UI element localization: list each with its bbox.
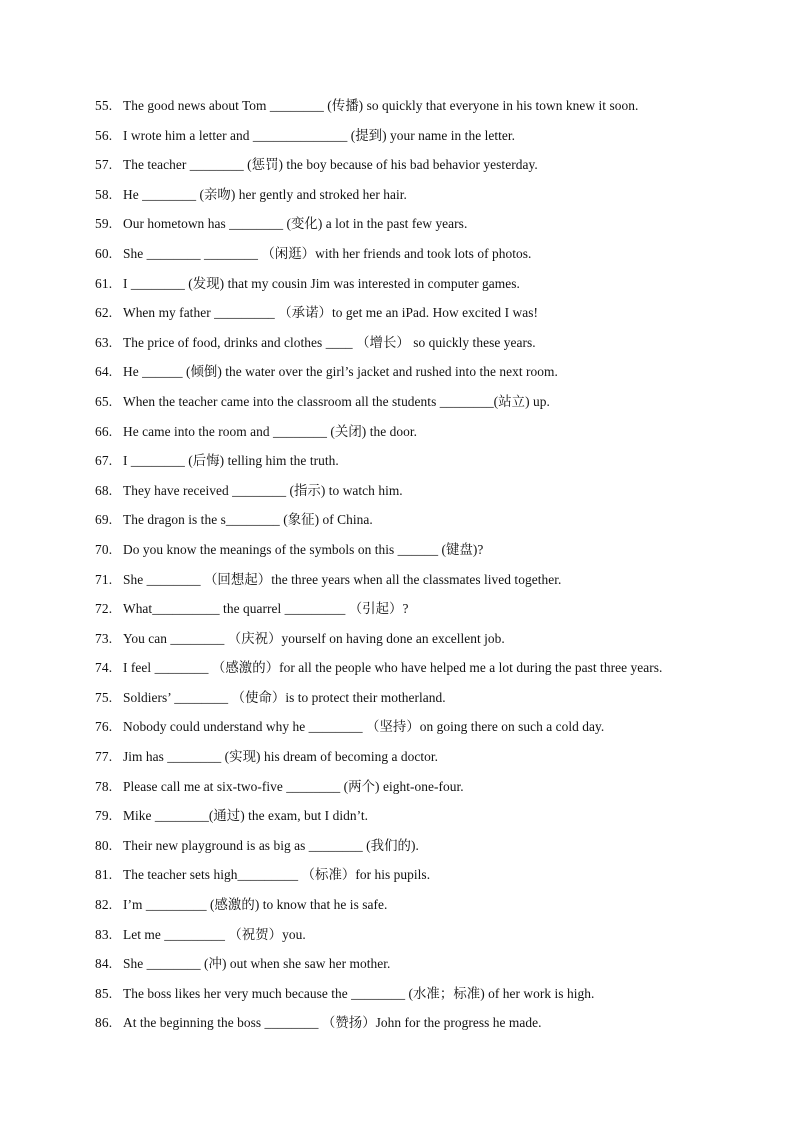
exercise-item xyxy=(95,688,662,718)
exercise-item xyxy=(95,806,662,836)
exercise-item xyxy=(95,155,662,185)
item-text: You can ________ （庆祝）yourself on having done an excellent job. xyxy=(123,630,505,646)
item-number: 77. xyxy=(95,749,113,765)
item-number: 85. xyxy=(95,985,113,1001)
exercise-item xyxy=(95,362,662,392)
item-text: When the teacher came into the classroom all the students ________(站立) up. xyxy=(123,393,550,409)
item-text: Do you know the meanings of the symbols on this ______ (键盘)? xyxy=(123,541,484,557)
item-text: She ________ （回想起）the three years when all the classmates lived together. xyxy=(123,571,562,587)
exercise-item xyxy=(95,274,662,304)
exercise-item xyxy=(95,214,662,244)
item-text: I’m _________ (感激的) to know that he is safe. xyxy=(123,897,388,913)
item-number: 61. xyxy=(95,275,113,291)
exercise-item xyxy=(95,540,662,570)
item-text: She ________ (冲) out when she saw her mother. xyxy=(123,956,391,972)
exercise-item xyxy=(95,96,662,126)
item-text: Our hometown has ________ (变化) a lot in the past few years. xyxy=(123,216,468,232)
item-text: He came into the room and ________ (关闭) the door. xyxy=(123,423,418,439)
item-text: When my father _________ （承诺）to get me an iPad. How excited I was! xyxy=(123,305,538,321)
item-text: I wrote him a letter and ______________ (提到) your name in the letter. xyxy=(123,127,516,143)
item-text: Please call me at six-two-five ________ (两个) eight-one-four. xyxy=(123,778,464,794)
item-text: They have received ________ (指示) to watch him. xyxy=(123,482,403,498)
item-number: 73. xyxy=(95,630,113,646)
item-text: What__________ the quarrel _________ （引起）? xyxy=(123,601,409,617)
item-number: 70. xyxy=(95,541,113,557)
item-number: 75. xyxy=(95,689,113,705)
item-number: 84. xyxy=(95,956,113,972)
exercise-item xyxy=(95,185,662,215)
item-text: Let me _________ （祝贺）you. xyxy=(123,926,306,942)
item-text: The teacher ________ (惩罚) the boy because of his bad behavior yesterday. xyxy=(123,157,538,173)
item-number: 60. xyxy=(95,245,113,261)
exercise-item xyxy=(95,629,662,659)
item-text: He ________ (亲吻) her gently and stroked her hair. xyxy=(123,186,407,202)
exercise-item xyxy=(95,481,662,511)
exercise-item xyxy=(95,836,662,866)
item-number: 66. xyxy=(95,423,113,439)
item-text: The price of food, drinks and clothes ____ （增长） so quickly these years. xyxy=(123,334,536,350)
exercise-item xyxy=(95,570,662,600)
item-text: I ________ (发现) that my cousin Jim was interested in computer games. xyxy=(123,275,520,291)
exercise-item xyxy=(95,895,662,925)
item-number: 78. xyxy=(95,778,113,794)
item-number: 64. xyxy=(95,364,113,380)
item-number: 62. xyxy=(95,305,113,321)
item-text: I feel ________ （感激的）for all the people who have helped me a lot during the past three years. xyxy=(123,660,663,676)
item-text: He ______ (倾倒) the water over the girl’s jacket and rushed into the next room. xyxy=(123,364,558,380)
item-text: Their new playground is as big as ________ (我们的). xyxy=(123,837,419,853)
item-number: 82. xyxy=(95,897,113,913)
item-number: 74. xyxy=(95,660,113,676)
exercise-item xyxy=(95,599,662,629)
item-number: 69. xyxy=(95,512,113,528)
exercise-item xyxy=(95,954,662,984)
item-number: 71. xyxy=(95,571,113,587)
item-text: I ________ (后悔) telling him the truth. xyxy=(123,453,339,469)
exercise-item xyxy=(95,865,662,895)
item-number: 67. xyxy=(95,453,113,469)
item-text: The dragon is the s________ (象征) of China. xyxy=(123,512,373,528)
item-number: 86. xyxy=(95,1015,113,1031)
item-text: The teacher sets high_________ （标准）for his pupils. xyxy=(123,867,431,883)
exercise-item xyxy=(95,303,662,333)
item-text: Nobody could understand why he ________ （坚持）on going there on such a cold day. xyxy=(123,719,605,735)
item-number: 79. xyxy=(95,808,113,824)
item-text: Mike ________(通过) the exam, but I didn’t. xyxy=(123,808,369,824)
item-number: 65. xyxy=(95,393,113,409)
exercise-item xyxy=(95,392,662,422)
item-number: 80. xyxy=(95,837,113,853)
exercise-list xyxy=(95,96,662,1043)
exercise-item xyxy=(95,717,662,747)
item-number: 55. xyxy=(95,98,113,113)
exercise-item xyxy=(95,244,662,274)
item-text: The good news about Tom ________ (传播) so quickly that everyone in his town knew it soon. xyxy=(123,98,639,113)
item-text: Jim has ________ (实现) his dream of becoming a doctor. xyxy=(123,749,439,765)
exercise-item xyxy=(95,777,662,807)
exercise-item xyxy=(95,451,662,481)
item-number: 56. xyxy=(95,127,113,143)
exercise-item xyxy=(95,510,662,540)
item-number: 59. xyxy=(95,216,113,232)
item-text: She ________ ________ （闲逛）with her friends and took lots of photos. xyxy=(123,245,532,261)
item-number: 76. xyxy=(95,719,113,735)
item-number: 81. xyxy=(95,867,113,883)
item-text: The boss likes her very much because the ________ (水准；标准) of her work is high. xyxy=(123,985,595,1001)
exercise-item xyxy=(95,658,662,688)
item-number: 68. xyxy=(95,482,113,498)
exercise-item xyxy=(95,747,662,777)
item-text: At the beginning the boss ________ （赞扬）John for the progress he made. xyxy=(123,1015,542,1031)
item-number: 63. xyxy=(95,334,113,350)
exercise-item xyxy=(95,984,662,1014)
item-number: 83. xyxy=(95,926,113,942)
exercise-item xyxy=(95,1013,662,1043)
exercise-item xyxy=(95,126,662,156)
item-number: 57. xyxy=(95,157,113,173)
item-number: 72. xyxy=(95,601,113,617)
item-number: 58. xyxy=(95,186,113,202)
exercise-item xyxy=(95,422,662,452)
exercise-item xyxy=(95,333,662,363)
item-text: Soldiers’ ________ （使命）is to protect their motherland. xyxy=(123,689,446,705)
exercise-item xyxy=(95,925,662,955)
